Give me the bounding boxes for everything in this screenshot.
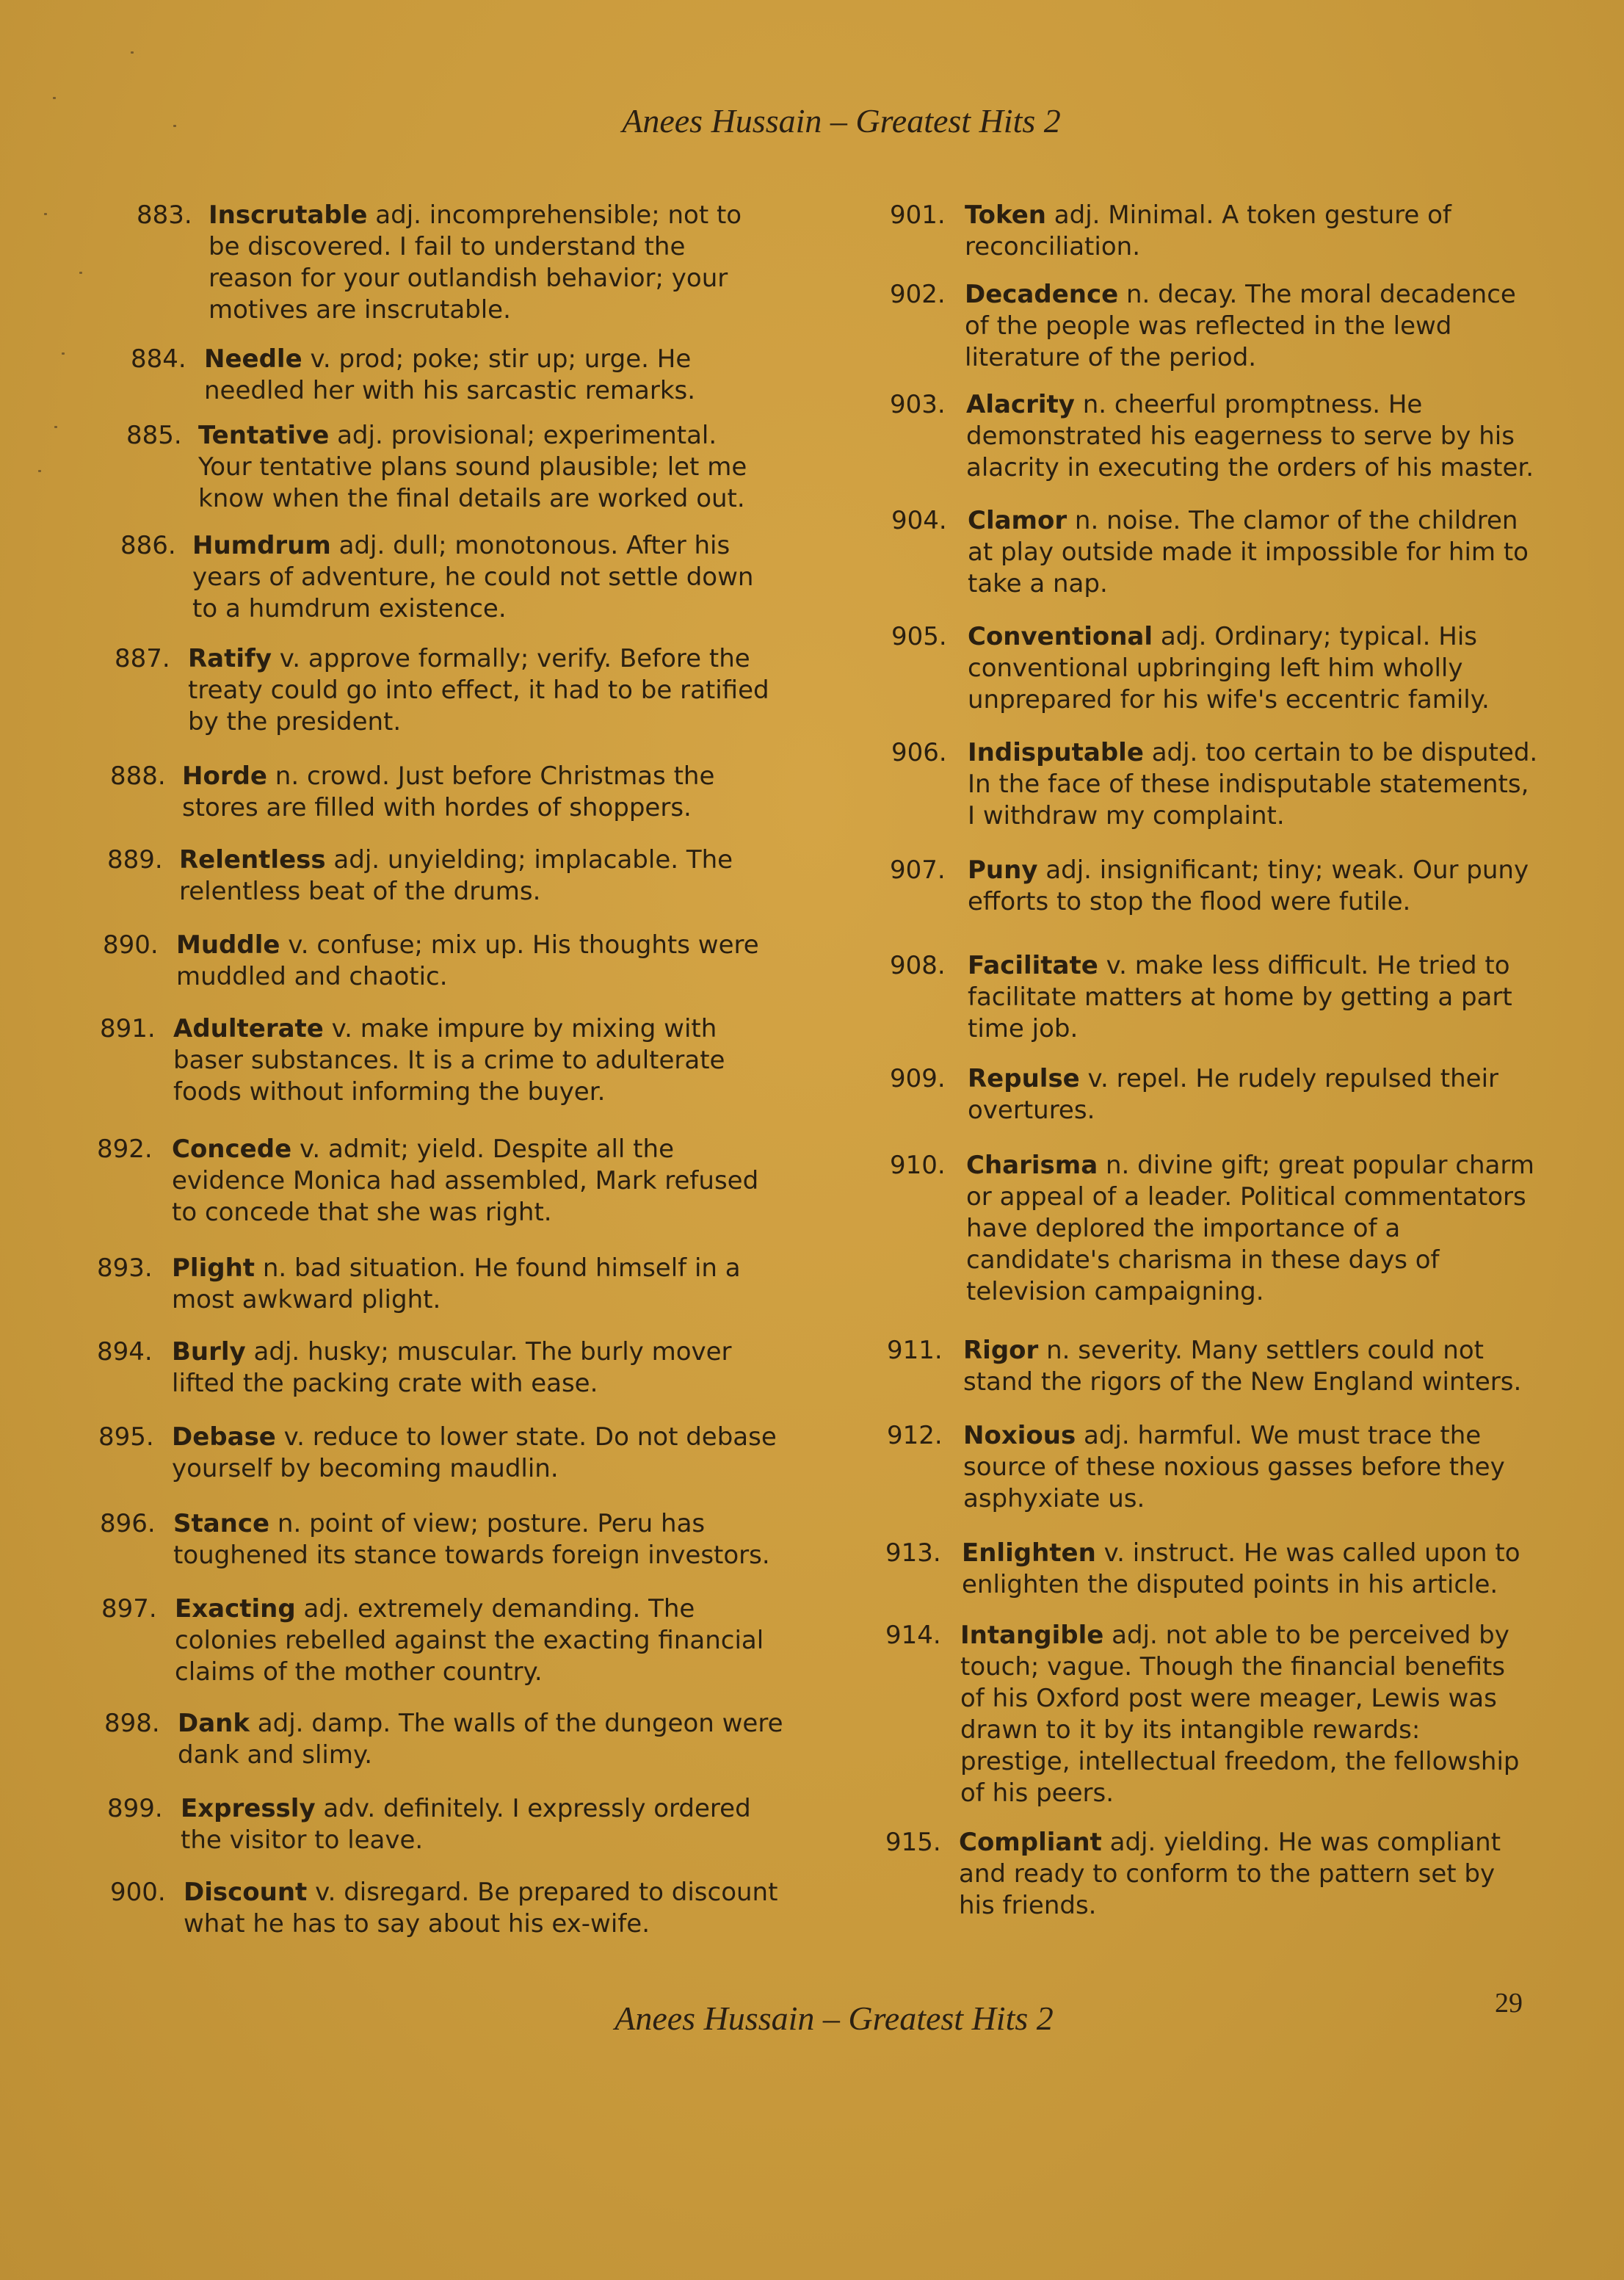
entry-number: 896. <box>100 1509 156 1538</box>
definition-text: adj. dull; monotonous. After his years of adventure, he could not settle down to a humdrum existence. <box>192 531 754 623</box>
headword: Relentless <box>179 845 326 875</box>
headword: Decadence <box>965 280 1119 309</box>
entry-number: 890. <box>103 930 159 960</box>
headword: Charisma <box>966 1151 1098 1180</box>
entry-body <box>968 855 1540 918</box>
definition-text: v. confuse; mix up. His thoughts were muddled and chaotic. <box>176 930 759 991</box>
headword: Enlighten <box>962 1538 1096 1568</box>
definition-text: v. admit; yield. Despite all the evidence Monica had assembled, Mark refused to concede that she was right. <box>172 1134 759 1227</box>
headword: Inscrutable <box>209 200 368 230</box>
entry-number: 909. <box>890 1064 946 1093</box>
headword: Expressly <box>181 1794 316 1823</box>
headword: Muddle <box>176 930 280 960</box>
headword: Repulse <box>968 1064 1080 1093</box>
entry-body <box>968 950 1540 1045</box>
definition-text: v. make less difficult. He tried to facilitate matters at home by getting a part time job. <box>968 951 1512 1043</box>
headword: Alacrity <box>966 390 1075 419</box>
headword: Facilitate <box>968 951 1098 980</box>
definition-text: v. reduce to lower state. Do not debase yourself by becoming maudlin. <box>172 1422 777 1483</box>
entry-body <box>179 844 774 908</box>
definition-text: adj. incomprehensible; not to be discovered. I fail to understand the reason for your outlandish behavior; your motives are inscrutable. <box>209 200 742 325</box>
definition-text: adj. husky; muscular. The burly mover lifted the packing crate with ease. <box>172 1337 732 1398</box>
entry-body <box>173 1013 774 1108</box>
entry-number: 889. <box>107 845 163 875</box>
headword: Dank <box>178 1709 250 1738</box>
headword: Rigor <box>963 1336 1039 1365</box>
entry-body <box>178 1708 787 1771</box>
definition-text: n. noise. The clamor of the children at play outside made it impossible for him to take a nap. <box>968 506 1529 598</box>
entry-body <box>968 737 1540 832</box>
entry-number: 894. <box>97 1337 153 1367</box>
entry-body <box>966 1150 1539 1308</box>
entry-body <box>963 1420 1536 1515</box>
entry-body <box>175 1593 784 1688</box>
running-footer-title: Anees Hussain – Greatest Hits 2 <box>615 1999 1054 2037</box>
entry-number: 908. <box>890 951 946 980</box>
headword: Clamor <box>968 506 1067 535</box>
entry-number: 888. <box>110 761 166 791</box>
entry-body <box>968 621 1540 716</box>
entry-body <box>172 1134 774 1228</box>
definition-text: v. instruct. He was called upon to enlighten the disputed points in his article. <box>962 1538 1520 1599</box>
headword: Concede <box>172 1134 292 1164</box>
entry-body <box>968 1063 1540 1126</box>
definition-text: v. prod; poke; stir up; urge. He needled her with his sarcastic remarks. <box>204 344 696 405</box>
definition-text: adj. too certain to be disputed. In the face of these indisputable statements, I withdraw my complaint. <box>968 738 1538 830</box>
entry-body <box>965 279 1537 374</box>
entry-number: 891. <box>100 1014 156 1043</box>
headword: Needle <box>204 344 302 374</box>
entry-number: 910. <box>890 1151 946 1180</box>
definition-text: adj. harmful. We must trace the source of these noxious gasses before they asphyxiate us. <box>963 1421 1505 1513</box>
entry-number: 885. <box>126 421 182 450</box>
headword: Stance <box>173 1509 270 1538</box>
entry-number: 884. <box>131 344 186 374</box>
entry-number: 914. <box>885 1621 941 1650</box>
entry-body <box>959 1827 1531 1922</box>
entry-body <box>172 1336 774 1400</box>
page-number: 29 <box>1495 1988 1523 2019</box>
entry-body <box>173 1508 783 1571</box>
headword: Plight <box>172 1253 255 1283</box>
definition-text: adj. Minimal. A token gesture of reconciliation. <box>965 200 1451 261</box>
entry-number: 901. <box>890 200 946 230</box>
definition-text: adj. extremely demanding. The colonies rebelled against the exacting financial claims of the mother country. <box>175 1594 764 1687</box>
entry-number: 887. <box>115 644 170 673</box>
headword: Tentative <box>198 421 330 450</box>
definition-text: v. approve formally; verify. Before the treaty could go into effect, it had to be ratified by the president. <box>188 644 769 737</box>
definition-text: n. divine gift; great popular charm or appeal of a leader. Political commentators have deplored the importance of a candidate's charisma in these days of television campaigning. <box>966 1151 1534 1306</box>
headword: Token <box>965 200 1046 230</box>
definition-text: adj. insignificant; tiny; weak. Our puny efforts to stop the flood were futile. <box>968 855 1529 916</box>
entry-number: 906. <box>891 738 947 767</box>
entry-body <box>963 1335 1536 1398</box>
definition-text: adj. Ordinary; typical. His conventional upbringing left him wholly unprepared for his wife's eccentric family. <box>968 622 1490 714</box>
headword: Horde <box>182 761 267 791</box>
definition-text: adj. provisional; experimental. Your tentative plans sound plausible; let me know when the final details are worked out. <box>198 421 747 513</box>
entry-body <box>962 1538 1534 1601</box>
headword: Ratify <box>188 644 272 673</box>
definition-text: v. disregard. Be prepared to discount what he has to say about his ex-wife. <box>184 1878 778 1939</box>
definition-text: n. bad situation. He found himself in a most awkward plight. <box>172 1253 741 1314</box>
headword: Discount <box>184 1878 308 1907</box>
headword: Noxious <box>963 1421 1076 1450</box>
entry-number: 886. <box>120 531 176 560</box>
entry-number: 912. <box>887 1421 943 1450</box>
entry-body <box>192 530 775 625</box>
entry-body <box>181 1793 790 1856</box>
entry-body <box>965 200 1537 263</box>
entry-body <box>188 643 775 738</box>
entry-number: 897. <box>101 1594 157 1624</box>
headword: Puny <box>968 855 1038 885</box>
entry-number: 911. <box>887 1336 943 1365</box>
definition-text: adj. damp. The walls of the dungeon were dank and slimy. <box>178 1709 783 1770</box>
definition-text: v. make impure by mixing with baser substances. It is a crime to adulterate foods without informing the buyer. <box>173 1014 725 1107</box>
entry-body <box>960 1620 1533 1809</box>
headword: Debase <box>172 1422 276 1452</box>
definition-text: v. repel. He rudely repulsed their overtures. <box>968 1064 1499 1125</box>
entry-body <box>176 930 774 993</box>
headword: Conventional <box>968 622 1153 651</box>
entry-body <box>204 344 774 407</box>
entry-number: 904. <box>891 506 947 535</box>
entry-body <box>172 1422 778 1485</box>
definition-text: n. point of view; posture. Peru has toughened its stance towards foreign investors. <box>173 1509 770 1570</box>
entry-number: 898. <box>104 1709 160 1738</box>
entry-body <box>172 1253 774 1316</box>
entry-number: 915. <box>885 1828 941 1857</box>
definition-text: adj. not able to be perceived by touch; vague. Though the financial benefits of his Oxford post were meager, Lewis was drawn to it by its intangible rewards: prestige, intellectual freedom, the fellowship of his peers. <box>960 1621 1520 1808</box>
definition-text: n. cheerful promptness. He demonstrated his eagerness to serve by his alacrity in executing the orders of his master. <box>966 390 1534 482</box>
headword: Exacting <box>175 1594 296 1624</box>
entry-number: 907. <box>890 855 946 885</box>
entry-body <box>209 200 774 326</box>
entry-body <box>966 389 1539 484</box>
headword: Adulterate <box>173 1014 324 1043</box>
entry-number: 902. <box>890 280 946 309</box>
entry-body <box>968 505 1540 600</box>
definition-text: n. crowd. Just before Christmas the stores are filled with hordes of shoppers. <box>182 761 715 822</box>
entry-number: 893. <box>97 1253 153 1283</box>
entry-body <box>182 761 774 824</box>
definition-text: adj. yielding. He was compliant and ready to conform to the pattern set by his friends. <box>959 1828 1501 1920</box>
entry-number: 903. <box>890 390 946 419</box>
entry-number: 892. <box>97 1134 153 1164</box>
entry-number: 905. <box>891 622 947 651</box>
entry-number: 913. <box>885 1538 941 1568</box>
entry-number: 900. <box>110 1878 166 1907</box>
headword: Compliant <box>959 1828 1102 1857</box>
definition-text: n. severity. Many settlers could not stand the rigors of the New England winters. <box>963 1336 1522 1397</box>
running-header-title: Anees Hussain – Greatest Hits 2 <box>622 102 1061 140</box>
entry-number: 895. <box>98 1422 154 1452</box>
headword: Indisputable <box>968 738 1144 767</box>
definition-text: adv. definitely. I expressly ordered the visitor to leave. <box>181 1794 751 1855</box>
headword: Humdrum <box>192 531 331 560</box>
definition-text: n. decay. The moral decadence of the people was reflected in the lewd literature of the period. <box>965 280 1516 372</box>
headword: Intangible <box>960 1621 1104 1650</box>
entry-body <box>198 420 774 515</box>
entry-number: 883. <box>137 200 192 230</box>
definition-text: adj. unyielding; implacable. The relentless beat of the drums. <box>179 845 733 906</box>
entry-number: 899. <box>107 1794 163 1823</box>
headword: Burly <box>172 1337 246 1367</box>
entry-body <box>184 1877 793 1940</box>
